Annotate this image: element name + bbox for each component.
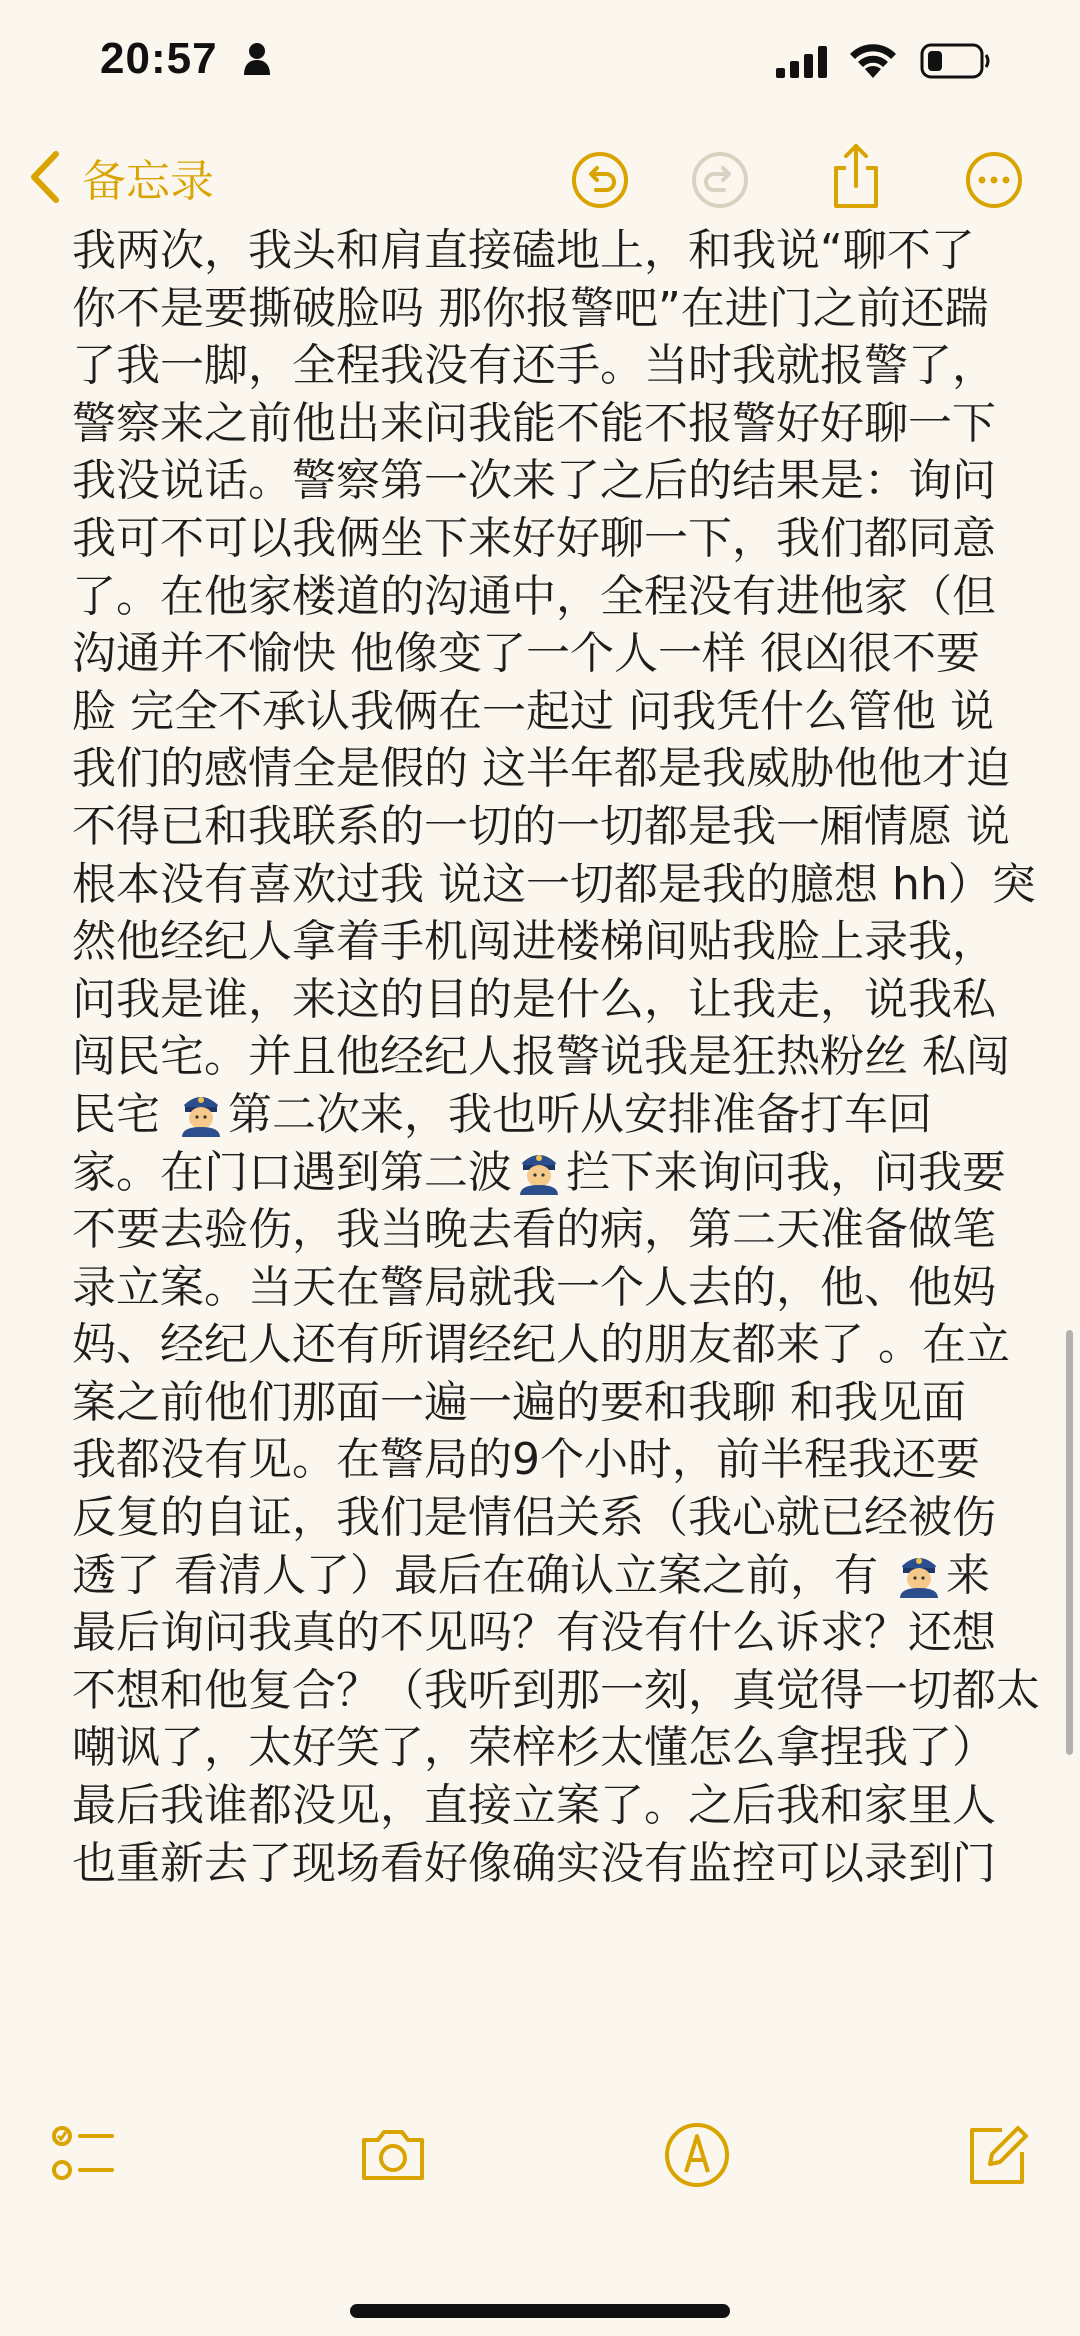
note-line: 嘲讽了，太好笑了，荣梓杉太懂怎么拿捏我了）	[72, 1722, 996, 1774]
bottom-toolbar	[0, 2120, 1080, 2230]
compose-icon[interactable]	[962, 2120, 1032, 2190]
share-icon[interactable]	[826, 142, 886, 210]
note-line: 录立案。当天在警局就我一个人去的，他、他妈	[72, 1261, 996, 1313]
note-line: 根本没有喜欢过我 说这一切都是我的臆想 hh）突	[72, 858, 1036, 910]
scrollbar[interactable]	[1066, 1330, 1073, 1755]
navigation-bar	[0, 130, 1080, 230]
note-line: 最后我谁都没见，直接立案了。之后我和家里人	[72, 1780, 996, 1832]
status-time: 20:57	[100, 34, 218, 83]
more-icon[interactable]	[964, 150, 1024, 210]
note-text-segment: 透了 看清人了）最后在确认立案之前，有	[72, 1549, 892, 1601]
wifi-icon	[848, 42, 898, 80]
note-line: 了。在他家楼道的沟通中，全程没有进他家（但	[72, 570, 996, 622]
note-line: 也重新去了现场看好像确实没有监控可以录到门	[72, 1837, 996, 1889]
note-text-segment: 第二次来，我也听从安排准备打车回	[228, 1088, 932, 1140]
note-line	[72, 1547, 1062, 1605]
note-line: 你不是要撕破脸吗 那你报警吧”在进门之前还踹	[72, 282, 989, 334]
markup-pen-icon[interactable]	[662, 2120, 732, 2190]
note-line: 我两次，我头和肩直接磕地上，和我说“聊不了	[72, 225, 975, 276]
police-officer-emoji	[896, 1550, 942, 1598]
note-line: 反复的自证，我们是情侣关系（我心就已经被伤	[72, 1492, 996, 1544]
note-line: 不要去验伤，我当晚去看的病，第二天准备做笔	[72, 1204, 996, 1256]
note-body[interactable]	[72, 222, 1062, 1892]
note-line: 我没说话。警察第一次来了之后的结果是：询问	[72, 455, 996, 507]
note-line: 警察来之前他出来问我能不能不报警好好聊一下	[72, 397, 996, 449]
undo-icon[interactable]	[570, 150, 630, 210]
note-line: 我们的感情全是假的 这半年都是我威胁他他才迫	[72, 743, 1010, 795]
police-officer-emoji	[178, 1089, 224, 1137]
person-icon	[243, 42, 271, 76]
note-line: 我可不可以我俩坐下来好好聊一下，我们都同意	[72, 512, 996, 564]
home-indicator[interactable]	[350, 2304, 730, 2318]
note-line: 问我是谁，来这的目的是什么，让我走，说我私	[72, 973, 996, 1025]
chevron-left-icon	[28, 150, 62, 204]
camera-icon[interactable]	[358, 2120, 428, 2190]
note-line: 案之前他们那面一遍一遍的要和我聊 和我见面	[72, 1376, 966, 1428]
checklist-icon[interactable]	[50, 2120, 120, 2190]
note-text-segment: 来	[945, 1549, 990, 1601]
note-line	[72, 1086, 1062, 1144]
note-line: 最后询问我真的不见吗？有没有什么诉求？还想	[72, 1607, 996, 1659]
status-bar	[0, 0, 1080, 130]
note-line: 不想和他复合？（我听到那一刻，真觉得一切都太	[72, 1664, 1040, 1716]
note-line: 我都没有见。在警局的9个小时，前半程我还要	[72, 1434, 980, 1486]
note-line: 闯民宅。并且他经纪人报警说我是狂热粉丝 私闯	[72, 1031, 1010, 1083]
battery-icon	[920, 42, 992, 80]
back-label: 备忘录	[82, 156, 214, 207]
note-text-segment: 民宅	[72, 1088, 174, 1140]
back-button[interactable]	[28, 142, 214, 212]
note-line: 然他经纪人拿着手机闯进楼梯间贴我脸上录我，	[72, 916, 996, 968]
note-line: 了我一脚，全程我没有还手。当时我就报警了，	[72, 340, 996, 392]
note-line: 脸 完全不承认我俩在一起过 问我凭什么管他 说	[72, 685, 994, 737]
note-line: 不得已和我联系的一切的一切都是我一厢情愿 说	[72, 800, 1010, 852]
note-text-segment: 拦下来询问我，问我要	[566, 1146, 1006, 1198]
cellular-signal-icon	[776, 46, 828, 78]
redo-icon[interactable]	[690, 150, 750, 210]
note-line: 沟通并不愉快 他像变了一个人一样 很凶很不要	[72, 628, 980, 680]
police-officer-emoji	[516, 1147, 562, 1195]
note-text-segment: 家。在门口遇到第二波	[72, 1146, 512, 1198]
note-line	[72, 1144, 1062, 1202]
note-line: 妈、经纪人还有所谓经纪人的朋友都来了 。在立	[72, 1319, 1010, 1371]
